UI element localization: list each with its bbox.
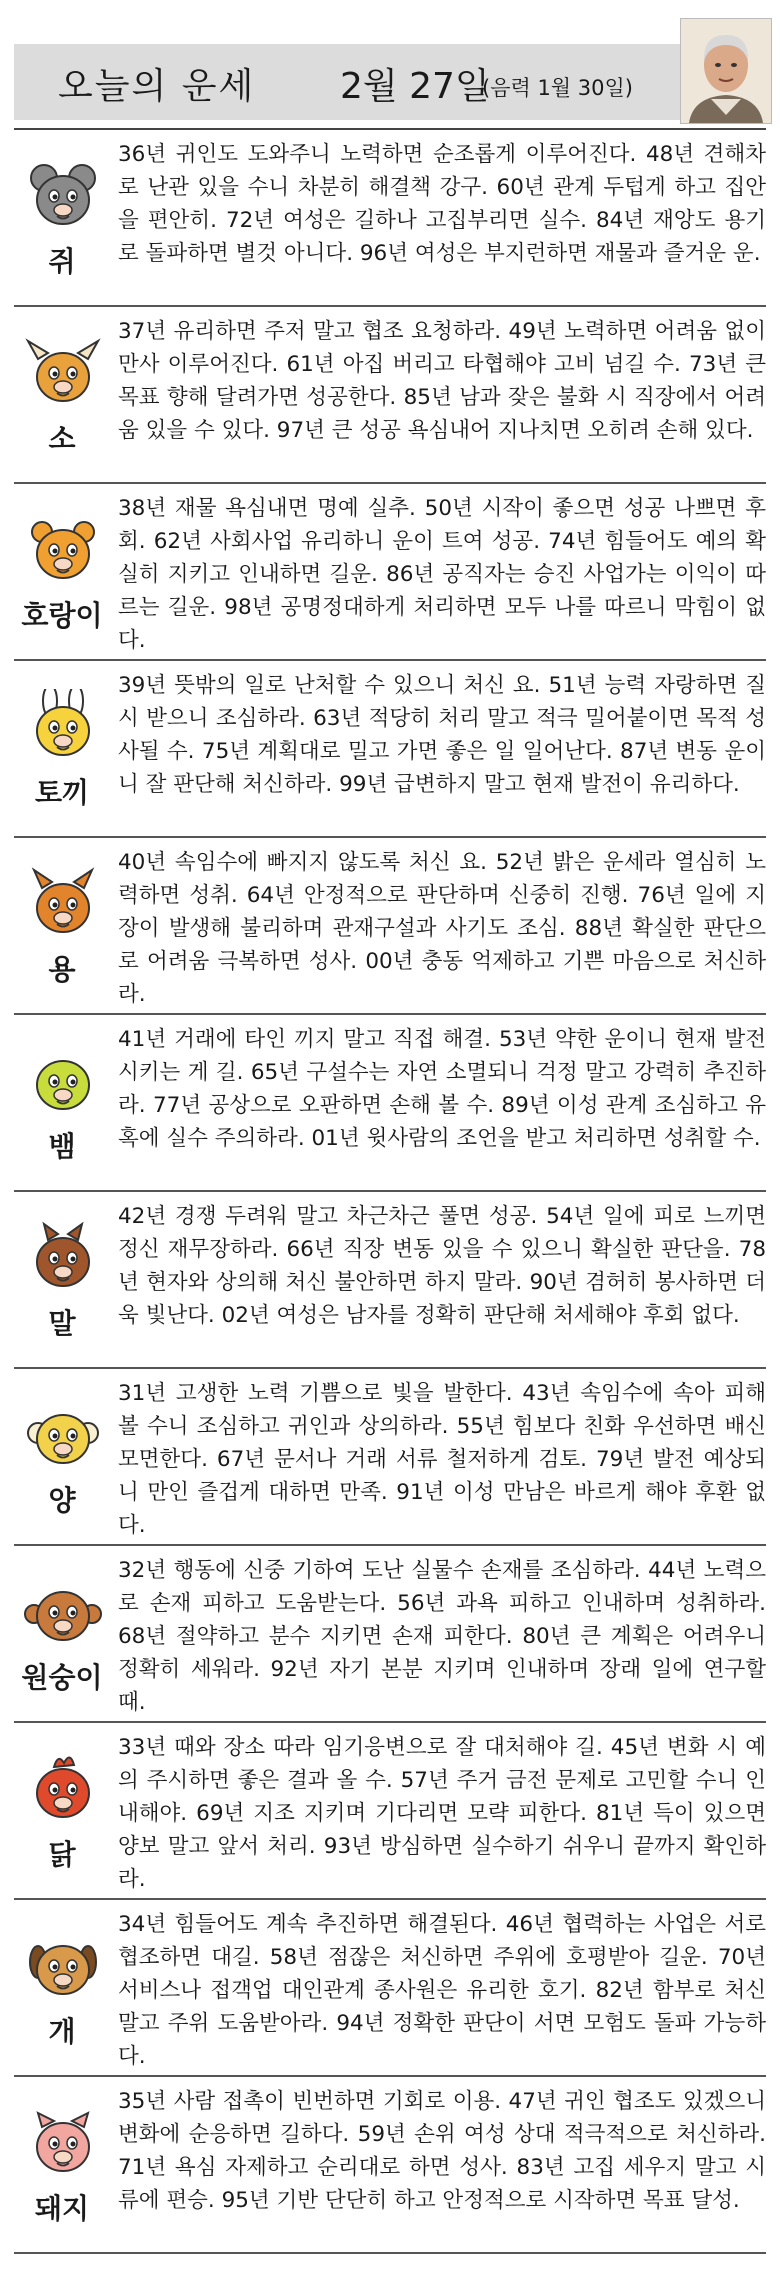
- zodiac-icon-column: [14, 1546, 110, 1721]
- tiger-icon: [24, 512, 102, 590]
- fortune-row: [14, 661, 766, 838]
- fortune-row: [14, 1192, 766, 1369]
- zodiac-icon-column: [14, 838, 110, 1013]
- zodiac-icon-column: [14, 2077, 110, 2252]
- zodiac-label: 말: [48, 1307, 76, 1340]
- fortune-text: 32년 행동에 신중 기하여 도난 실물수 손재를 조심하라. 44년 노력으로 손재 피하고 도움받는다. 56년 과욕 피하고 인내하며 성취하라. 68년 절약하고 분수 지키면 손재 피한다. 80년 큰 계획은 어려우니 정확히 세워라. 92년 자기 본분 지키며 인내하며 장래 일에 연구할 때.: [118, 1558, 766, 1715]
- zodiac-icon-column: [14, 1900, 110, 2075]
- author-portrait: [680, 18, 772, 124]
- fortune-text: 41년 거래에 타인 끼지 말고 직접 해결. 53년 약한 운이니 현재 발전시키는 게 길. 65년 구설수는 자연 소멸되니 걱정 말고 강력히 추진하라. 77년 공상으로 오판하면 손해 볼 수. 89년 이성 관계 조심하고 유혹에 실수 주의하라. 01년 윗사람의 조언을 받고 처리하면 성취할 수.: [118, 1027, 766, 1151]
- rabbit-icon: [24, 689, 102, 767]
- sheep-icon: [24, 1397, 102, 1475]
- zodiac-label: 용: [48, 953, 76, 986]
- zodiac-label: 원숭이: [21, 1661, 103, 1694]
- dragon-icon: [24, 866, 102, 944]
- fortune-row: [14, 1900, 766, 2077]
- page-title: 오늘의 운세: [58, 66, 256, 107]
- fortune-text: 35년 사람 접촉이 빈번하면 기회로 이용. 47년 귀인 협조도 있겠으니 변화에 순응하면 길하다. 59년 손위 여성 상대 적극적으로 처신하라. 71년 욕심 자제하고 순리대로 하면 성사. 83년 고집 세우지 말고 시류에 편승. 95년 기반 단단히 하고 안정적으로 시작하면 목표 달성.: [118, 2089, 766, 2213]
- lunar-date-label: (음력 1월 30일): [482, 76, 633, 100]
- fortune-text: 38년 재물 욕심내면 명예 실추. 50년 시작이 좋으면 성공 나쁘면 후회. 62년 사회사업 유리하니 운이 트여 성공. 74년 힘들어도 예의 확실히 지키고 인내하면 길운. 86년 공직자는 승진 사업가는 이익이 따르는 길운. 98년 공명정대하게 처리하면 모두 나를 따르니 막힘이 없다.: [118, 496, 766, 653]
- fortune-row: [14, 130, 766, 307]
- snake-icon: [24, 1043, 102, 1121]
- zodiac-icon-column: [14, 1192, 110, 1367]
- zodiac-label: 양: [48, 1484, 76, 1517]
- monkey-icon: [24, 1574, 102, 1652]
- fortune-row: [14, 1369, 766, 1546]
- zodiac-icon-column: [14, 1015, 110, 1190]
- fortune-row: [14, 1723, 766, 1900]
- fortune-text: 31년 고생한 노력 기쁨으로 빛을 발한다. 43년 속임수에 속아 피해 볼 수니 조심하고 귀인과 상의하라. 55년 힘보다 친화 우선하면 배신 모면한다. 67년 문서나 거래 서류 철저하게 검토. 79년 발전 예상되니 만인 즐겁게 대하면 만족. 91년 이성 만남은 바르게 해야 후환 없다.: [118, 1381, 766, 1538]
- portrait-icon: [681, 19, 771, 123]
- fortune-text: 39년 뜻밖의 일로 난처할 수 있으니 처신 요. 51년 능력 자랑하면 질시 받으니 조심하라. 63년 적당히 처리 말고 적극 밀어붙이면 목적 성사될 수. 75년 계획대로 밀고 가면 좋은 일 일어난다. 87년 변동 운이니 잘 판단해 처신하라. 99년 급변하지 말고 현재 발전이 유리하다.: [118, 673, 766, 797]
- dog-icon: [24, 1928, 102, 2006]
- fortune-list: [14, 128, 766, 2276]
- fortune-text: 34년 힘들어도 계속 추진하면 해결된다. 46년 협력하는 사업은 서로 협조하면 대길. 58년 점잖은 처신하면 주위에 호평받아 길운. 70년 서비스나 접객업 대인관계 종사원은 유리한 호기. 82년 함부로 처신 말고 주위 도움받아라. 94년 정확한 판단이 서면 모험도 돌파 가능하다.: [118, 1912, 766, 2069]
- zodiac-icon-column: [14, 661, 110, 836]
- date-label: 2월 27일: [340, 66, 490, 107]
- ox-icon: [24, 335, 102, 413]
- fortune-text: 36년 귀인도 도와주니 노력하면 순조롭게 이루어진다. 48년 견해차로 난관 있을 수니 차분히 해결책 강구. 60년 관계 두텁게 하고 집안을 편안히. 72년 여성은 길하나 고집부리면 실수. 84년 재앙도 용기로 돌파하면 별것 아니다. 96년 여성은 부지런하면 재물과 즐거운 운.: [118, 142, 766, 266]
- zodiac-label: 닭: [48, 1838, 76, 1871]
- zodiac-icon-column: [14, 130, 110, 305]
- fortune-row: [14, 838, 766, 1015]
- zodiac-icon-column: [14, 1723, 110, 1898]
- fortune-row: [14, 307, 766, 484]
- zodiac-label: 개: [48, 2015, 76, 2048]
- fortune-row: [14, 1546, 766, 1723]
- fortune-text: 42년 경쟁 두려워 말고 차근차근 풀면 성공. 54년 일에 피로 느끼면 정신 재무장하라. 66년 직장 변동 있을 수 있으니 확실한 판단을. 78년 현자와 상의해 처신 불안하면 하지 말라. 90년 겸허히 봉사하면 더욱 빛난다. 02년 여성은 남자를 정확히 판단해 처세해야 후회 없다.: [118, 1204, 766, 1328]
- zodiac-label: 뱀: [48, 1130, 76, 1163]
- rat-icon: [24, 158, 102, 236]
- zodiac-label: 호랑이: [21, 599, 103, 632]
- fortune-text: 33년 때와 장소 따라 임기응변으로 잘 대처해야 길. 45년 변화 시 예의 주시하면 좋은 결과 올 수. 57년 주거 금전 문제로 고민할 수니 인내해야. 69년 지조 지키며 기다리면 모략 피한다. 81년 득이 있으면 양보 말고 앞서 처리. 93년 방심하면 실수하기 쉬우니 끝까지 확인하라.: [118, 1735, 766, 1892]
- zodiac-label: 토끼: [34, 776, 90, 809]
- zodiac-icon-column: [14, 1369, 110, 1544]
- rooster-icon: [24, 1751, 102, 1829]
- header-bar: [14, 44, 766, 120]
- fortune-row: [14, 2077, 766, 2254]
- zodiac-icon-column: [14, 484, 110, 659]
- fortune-text: 40년 속임수에 빠지지 않도록 처신 요. 52년 밝은 운세라 열심히 노력하면 성취. 64년 안정적으로 판단하며 신중히 진행. 76년 일에 지장이 발생해 불리하며 관재구설과 사기도 조심. 88년 확실한 판단으로 어려움 극복하면 성사. 00년 충동 억제하고 기쁜 마음으로 처신하라.: [118, 850, 766, 1007]
- zodiac-icon-column: [14, 307, 110, 482]
- horse-icon: [24, 1220, 102, 1298]
- fortune-text: 37년 유리하면 주저 말고 협조 요청하라. 49년 노력하면 어려움 없이 만사 이루어진다. 61년 아집 버리고 타협해야 고비 넘길 수. 73년 큰 목표 향해 달려가면 성공한다. 85년 남과 잦은 불화 시 직장에서 어려움 있을 수 있다. 97년 큰 성공 욕심내어 지나치면 오히려 손해 있다.: [118, 319, 766, 443]
- fortune-row: [14, 484, 766, 661]
- zodiac-label: 소: [48, 422, 76, 455]
- zodiac-label: 돼지: [34, 2192, 90, 2225]
- fortune-row: [14, 1015, 766, 1192]
- zodiac-label: 쥐: [48, 245, 76, 278]
- pig-icon: [24, 2105, 102, 2183]
